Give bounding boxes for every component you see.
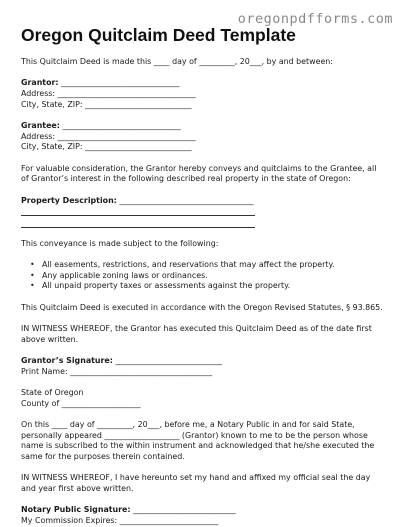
subject-item: • Any applicable zoning laws or ordinances. bbox=[21, 271, 383, 282]
notary-signature-label: Notary Public Signature: bbox=[21, 505, 131, 515]
site-watermark: oregonpdfforms.com bbox=[237, 11, 393, 27]
subject-intro: This conveyance is made subject to the following: bbox=[21, 238, 219, 248]
notary-signature-blank: __________________________ bbox=[130, 505, 236, 515]
witness-paragraph: IN WITNESS WHEREOF, the Grantor has executed this Quitclaim Deed as of the date first above written. bbox=[21, 323, 372, 344]
grantor-name-blank: ______________________________ bbox=[58, 78, 180, 88]
commission-expires-line: My Commission Expires: _________________________ bbox=[21, 515, 219, 525]
grantee-block bbox=[21, 121, 383, 153]
property-blank-line-2 bbox=[21, 218, 255, 228]
subject-list bbox=[21, 260, 383, 292]
print-name-line: Print Name: ____________________________________ bbox=[21, 366, 213, 376]
intro-paragraph: This Quitclaim Deed is made this ____ day of _________, 20___, by and between: bbox=[21, 57, 333, 66]
seal-paragraph: IN WITNESS WHEREOF, I have hereunto set my hand and affixed my official seal the day and year first above written. bbox=[21, 473, 371, 493]
grantee-name-blank: ______________________________ bbox=[59, 121, 181, 130]
consideration-paragraph: For valuable consideration, the Grantor hereby conveys and quitclaims to the Grantee, all of Grantor’s interest in the following described real property in the state of Oregon: bbox=[21, 163, 377, 184]
statutes-paragraph: This Quitclaim Deed is executed in accordance with the Oregon Revised Statutes, § 93.865. bbox=[21, 302, 383, 312]
grantee-label: Grantee: bbox=[21, 121, 60, 130]
state-line: State of Oregon bbox=[21, 387, 84, 397]
notary-signature-line bbox=[21, 505, 383, 516]
venue-block bbox=[21, 388, 383, 409]
notary-acknowledgment-paragraph: On this ____ day of _________, 20___, before me, a Notary Public in and for said State, personally appeared ___________________ (Grantor) known to me to be the person whose name is subscribed to the within instrument and acknowledged that he/she executed the same for the purposes therein contained. bbox=[21, 419, 375, 461]
property-description-label: Property Description: bbox=[21, 195, 117, 205]
document-title: Oregon Quitclaim Deed Template bbox=[21, 25, 296, 45]
deed-body bbox=[21, 57, 383, 527]
property-description-block bbox=[21, 196, 383, 228]
subject-item: • All unpaid property taxes or assessments against the property. bbox=[21, 281, 383, 292]
grantee-name-line bbox=[21, 121, 383, 132]
grantor-city-state-zip: City, State, ZIP: ___________________________ bbox=[21, 99, 192, 109]
property-description-line bbox=[21, 196, 383, 207]
property-description-blank: __________________________________ bbox=[116, 195, 254, 205]
subject-item: • All easements, restrictions, and reservations that may affect the property. bbox=[21, 260, 383, 271]
grantor-address: Address: ___________________________________ bbox=[21, 89, 196, 98]
grantor-label: Grantor: bbox=[21, 78, 59, 88]
grantor-signature-line bbox=[21, 356, 383, 367]
grantor-signature-label: Grantor’s Signature: bbox=[21, 355, 113, 365]
grantor-name-line bbox=[21, 78, 383, 89]
grantee-address: Address: ___________________________________ bbox=[21, 131, 196, 141]
grantor-signature-block bbox=[21, 356, 383, 377]
notary-signature-block bbox=[21, 505, 383, 526]
grantor-block bbox=[21, 78, 383, 110]
county-line: County of ____________________ bbox=[21, 398, 141, 408]
grantor-signature-blank: ___________________________ bbox=[112, 355, 222, 365]
grantee-city-state-zip: City, State, ZIP: ___________________________ bbox=[21, 142, 192, 152]
property-blank-line-1 bbox=[21, 206, 255, 216]
